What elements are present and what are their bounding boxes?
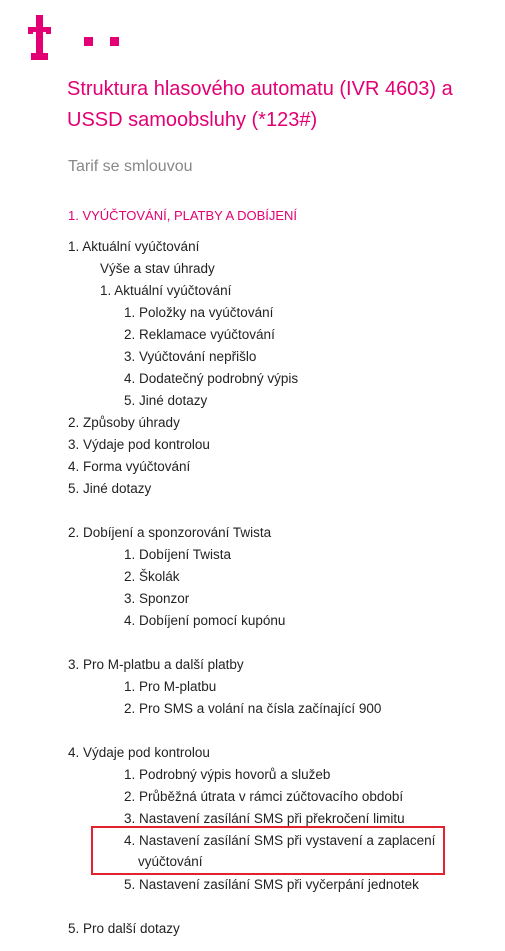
menu-item: 5. Nastavení zasílání SMS při vyčerpání jednotek bbox=[124, 877, 419, 892]
menu-item: 2. Reklamace vyúčtování bbox=[124, 327, 275, 342]
menu-item: 1. Aktuální vyúčtování bbox=[100, 283, 232, 298]
menu-item: 1. Podrobný výpis hovorů a služeb bbox=[124, 767, 331, 782]
menu-item: 3. Výdaje pod kontrolou bbox=[68, 437, 210, 452]
menu-item: 2. Způsoby úhrady bbox=[68, 415, 180, 430]
menu-item: 1. Dobíjení Twista bbox=[124, 547, 232, 562]
section-heading: 1. VYÚČTOVÁNÍ, PLATBY A DOBÍJENÍ bbox=[68, 208, 298, 223]
menu-item: 4. Dobíjení pomocí kupónu bbox=[124, 613, 286, 628]
menu-item-continuation: vyúčtování bbox=[138, 854, 203, 869]
menu-item: 5. Jiné dotazy bbox=[124, 393, 208, 408]
menu-item: Výše a stav úhrady bbox=[100, 261, 215, 276]
menu-item: 2. Pro SMS a volání na čísla začínající 900 bbox=[124, 701, 382, 716]
menu-item: 3. Nastavení zasílání SMS při překročení limitu bbox=[124, 811, 405, 826]
menu-item: 2. Dobíjení a sponzorování Twista bbox=[68, 525, 272, 540]
menu-item: 3. Pro M-platbu a další platby bbox=[68, 657, 244, 672]
menu-item: 2. Školák bbox=[124, 569, 180, 584]
menu-item: 1. Položky na vyúčtování bbox=[124, 305, 274, 320]
menu-item: 5. Jiné dotazy bbox=[68, 481, 152, 496]
menu-item: 4. Nastavení zasílání SMS při vystavení a zaplacení bbox=[124, 833, 436, 848]
highlight-box bbox=[91, 826, 445, 875]
menu-item: 4. Výdaje pod kontrolou bbox=[68, 745, 210, 760]
menu-item: 4. Dodatečný podrobný výpis bbox=[124, 371, 299, 386]
menu-item: 5. Pro další dotazy bbox=[68, 921, 180, 936]
menu-item: 3. Vyúčtování nepřišlo bbox=[124, 349, 257, 364]
menu-item: 2. Průběžná útrata v rámci zúčtovacího období bbox=[124, 789, 404, 804]
menu-item: 4. Forma vyúčtování bbox=[68, 459, 191, 474]
menu-item: 1. Aktuální vyúčtování bbox=[68, 239, 200, 254]
page-subtitle: Tarif se smlouvou bbox=[68, 158, 193, 175]
telekom-logo bbox=[28, 15, 123, 60]
menu-item: 3. Sponzor bbox=[124, 591, 190, 606]
menu-item: 1. Pro M-platbu bbox=[124, 679, 217, 694]
page-title: Struktura hlasového automatu (IVR 4603) a USSD samoobsluhy (*123#) bbox=[67, 78, 453, 131]
